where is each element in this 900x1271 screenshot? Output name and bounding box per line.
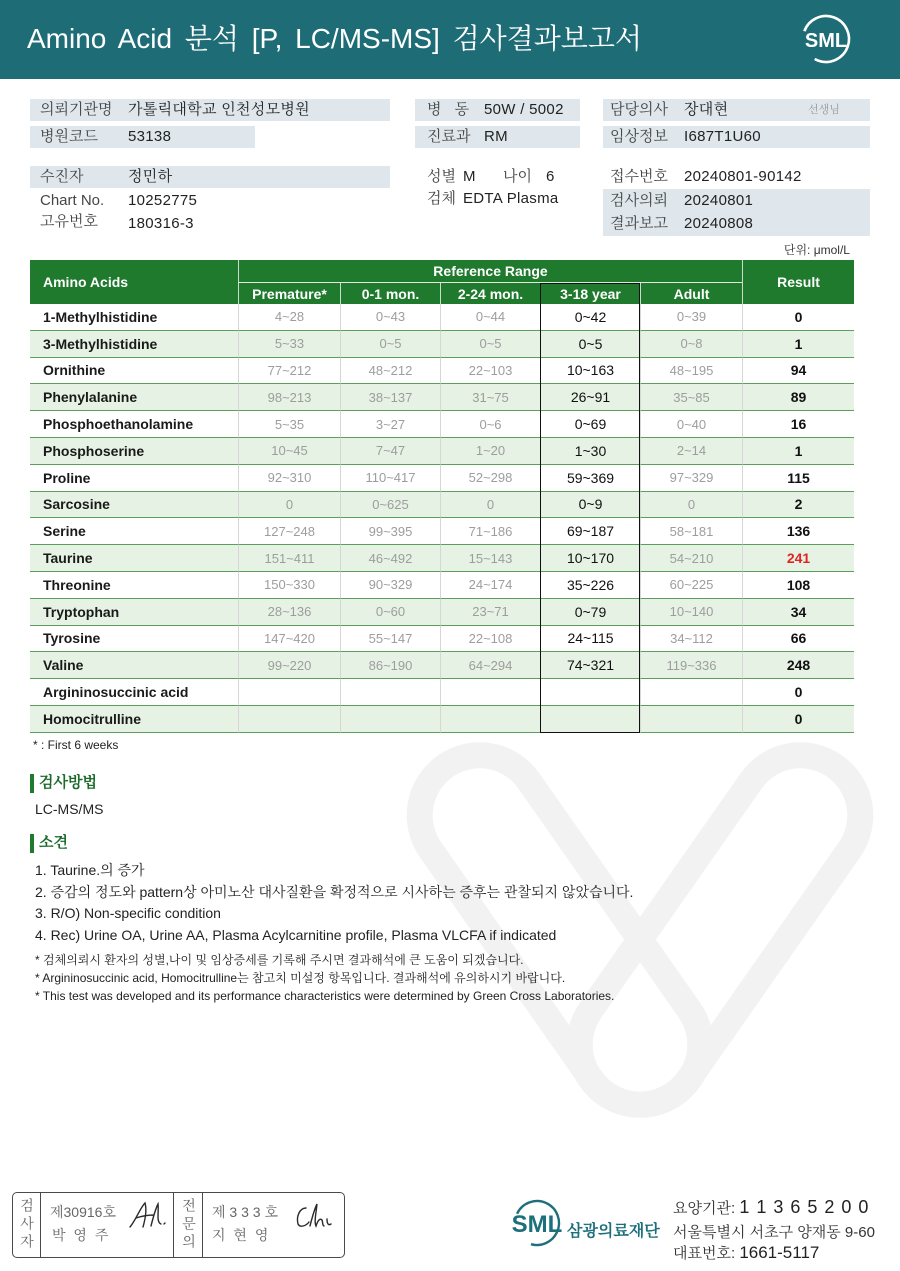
- age-value: 6: [546, 168, 555, 185]
- table-footnote: * : First 6 weeks: [33, 738, 119, 752]
- reference-range-value: 64~294: [440, 652, 540, 679]
- reference-range-value: 77~212: [238, 358, 340, 385]
- amino-acid-name: 3-Methylhistidine: [30, 331, 238, 358]
- notes-list: [35, 951, 614, 1005]
- clinical-info-value: I687T1U60: [684, 128, 761, 145]
- reference-range-value: 48~212: [340, 358, 440, 385]
- amino-acid-name: Phenylalanine: [30, 384, 238, 411]
- amino-acid-name: Tryptophan: [30, 599, 238, 626]
- reference-range-value: 1~30: [540, 438, 640, 465]
- col-header-reference-range: Reference Range: [238, 260, 742, 283]
- address: 서울특별시 서초구 양재동 9-60: [673, 1224, 875, 1241]
- reference-range-value: 35~85: [640, 384, 742, 411]
- result-value: 66: [742, 626, 854, 653]
- reference-range-value: [340, 706, 440, 733]
- reference-range-value: 4~28: [238, 304, 340, 331]
- reference-range-value: 59~369: [540, 465, 640, 492]
- ref-col-header-3-18-year: 3-18 year: [540, 283, 640, 304]
- reference-range-value: 22~108: [440, 626, 540, 653]
- amino-acid-name: Threonine: [30, 572, 238, 599]
- reference-range-value: 0~8: [640, 331, 742, 358]
- doctor-value: 장대현: [684, 101, 729, 118]
- result-value: 136: [742, 518, 854, 545]
- ref-col-header-2-24-mon: 2-24 mon.: [440, 283, 540, 304]
- note-item: * 검체의뢰시 환자의 성별,나이 및 임상증세를 기록해 주시면 결과해석에 큰 도움이 되겠습니다.: [35, 953, 524, 967]
- reference-range-value: 0~43: [340, 304, 440, 331]
- reference-range-value: 54~210: [640, 545, 742, 572]
- result-value: 0: [742, 304, 854, 331]
- inspector-name: 박 영 주: [52, 1227, 109, 1243]
- reference-range-value: [340, 679, 440, 706]
- patient-label: 수진자: [40, 168, 84, 185]
- reference-range-value: 147~420: [238, 626, 340, 653]
- institution-label: 의뢰기관명: [40, 101, 113, 118]
- result-value: 248: [742, 652, 854, 679]
- reference-range-value: 0~79: [540, 599, 640, 626]
- phone-number: 1661-5117: [739, 1243, 820, 1262]
- reference-range-value: 110~417: [340, 465, 440, 492]
- finding-item: 2. 증감의 정도와 pattern상 아미노산 대사질환을 확정적으로 시사하는 증후는 관찰되지 않았습니다.: [35, 883, 634, 900]
- provider-line: [673, 1197, 869, 1218]
- department-value: RM: [484, 128, 508, 145]
- reference-range-value: 24~115: [540, 626, 640, 653]
- reference-range-value: 31~75: [440, 384, 540, 411]
- finding-item: 3. R/O) Non-specific condition: [35, 905, 221, 921]
- patient-value: 정민하: [128, 168, 173, 185]
- receipt-value: 20240801-90142: [684, 168, 802, 185]
- reference-range-value: 71~186: [440, 518, 540, 545]
- result-value: 108: [742, 572, 854, 599]
- reference-range-value: 0~44: [440, 304, 540, 331]
- result-row: [30, 465, 854, 492]
- sex-label: 성별: [427, 168, 456, 185]
- result-value: 89: [742, 384, 854, 411]
- specialist-name: 지 현 영: [212, 1227, 269, 1243]
- reference-range-value: [540, 706, 640, 733]
- reference-range-value: 0~625: [340, 492, 440, 519]
- signature-divider: [202, 1192, 203, 1258]
- method-heading-bar: [30, 774, 34, 793]
- phone-line: [673, 1242, 819, 1263]
- reference-range-value: 0: [640, 492, 742, 519]
- report-date-value: 20240808: [684, 215, 754, 232]
- result-value: 94: [742, 358, 854, 385]
- footer-logo-text: SML: [511, 1211, 563, 1238]
- reference-range-value: 0~5: [440, 331, 540, 358]
- reference-range-value: 10~170: [540, 545, 640, 572]
- report-date-label: 결과보고: [610, 215, 668, 232]
- reference-range-value: 0: [238, 492, 340, 519]
- findings-heading-bar: [30, 834, 34, 853]
- reference-range-value: 119~336: [640, 652, 742, 679]
- reference-range-value: 99~220: [238, 652, 340, 679]
- amino-acid-name: Valine: [30, 652, 238, 679]
- ref-col-header-adult: Adult: [640, 283, 742, 304]
- amino-acid-name: Phosphoethanolamine: [30, 411, 238, 438]
- result-row: [30, 304, 854, 331]
- reference-range-value: 60~225: [640, 572, 742, 599]
- reference-range-value: 28~136: [238, 599, 340, 626]
- reference-range-value: 0~42: [540, 304, 640, 331]
- organization-name: 삼광의료재단: [567, 1223, 660, 1240]
- result-value: 2: [742, 492, 854, 519]
- method-heading: 검사방법: [39, 774, 97, 791]
- reference-range-value: 90~329: [340, 572, 440, 599]
- result-value: 16: [742, 411, 854, 438]
- specimen-label: 검체: [427, 190, 456, 207]
- reference-range-value: 0~5: [540, 331, 640, 358]
- reference-range-value: 150~330: [238, 572, 340, 599]
- result-value: 34: [742, 599, 854, 626]
- reference-range-value: 23~71: [440, 599, 540, 626]
- result-row: [30, 358, 854, 385]
- reference-range-value: 58~181: [640, 518, 742, 545]
- reference-range-value: 0~60: [340, 599, 440, 626]
- findings-heading: 소견: [39, 834, 68, 851]
- reference-range-value: 55~147: [340, 626, 440, 653]
- ref-col-header-premature: Premature*: [238, 283, 340, 304]
- sml-logo-icon: [795, 11, 857, 67]
- amino-acid-name: Proline: [30, 465, 238, 492]
- amino-acid-name: Serine: [30, 518, 238, 545]
- reference-range-value: 74~321: [540, 652, 640, 679]
- signature-divider: [40, 1192, 41, 1258]
- institution-value: 가톨릭대학교 인천성모병원: [128, 101, 310, 118]
- reference-range-value: 97~329: [640, 465, 742, 492]
- result-row: [30, 331, 854, 358]
- reference-range-value: 86~190: [340, 652, 440, 679]
- specimen-value: EDTA Plasma: [463, 190, 559, 207]
- amino-acid-name: Taurine: [30, 545, 238, 572]
- reference-range-value: [640, 679, 742, 706]
- ref-col-header-0-1-mon: 0-1 mon.: [340, 283, 440, 304]
- reference-range-value: 22~103: [440, 358, 540, 385]
- hospital-code-label: 병원코드: [40, 128, 98, 145]
- specialist-label: 전문의: [181, 1198, 197, 1252]
- request-date-value: 20240801: [684, 192, 754, 209]
- reference-range-value: 151~411: [238, 545, 340, 572]
- result-value: 115: [742, 465, 854, 492]
- reference-range-value: 0~40: [640, 411, 742, 438]
- reference-range-value: 2~14: [640, 438, 742, 465]
- reference-range-value: [238, 706, 340, 733]
- ward-label: 병 동: [427, 101, 470, 118]
- note-item: * Argininosuccinic acid, Homocitrulline는 참고치 미설정 항목입니다. 결과해석에 유의하시기 바랍니다.: [35, 971, 566, 985]
- result-row: [30, 384, 854, 411]
- specialist-signature-icon: [292, 1199, 334, 1233]
- result-row: [30, 626, 854, 653]
- inspector-license-no: 제30916호: [50, 1204, 116, 1220]
- result-row: [30, 679, 854, 706]
- results-table-head: [30, 260, 854, 304]
- reference-range-value: [238, 679, 340, 706]
- chart-no-value: 10252775: [128, 192, 198, 209]
- result-row: [30, 545, 854, 572]
- specialist-license-no: 제 3 3 3 호: [212, 1204, 278, 1220]
- phone-label: 대표번호:: [673, 1245, 736, 1262]
- finding-item: 1. Taurine.의 증가: [35, 862, 145, 878]
- reference-range-value: 99~395: [340, 518, 440, 545]
- reference-range-value: 38~137: [340, 384, 440, 411]
- amino-acid-name: 1-Methylhistidine: [30, 304, 238, 331]
- amino-acid-name: Sarcosine: [30, 492, 238, 519]
- provider-number: 1 1 3 6 5 2 0 0: [739, 1197, 870, 1217]
- receipt-label: 접수번호: [610, 168, 668, 185]
- result-row: [30, 518, 854, 545]
- reference-range-value: 1~20: [440, 438, 540, 465]
- doctor-suffix: 선생님: [808, 104, 840, 116]
- header-row: [30, 260, 854, 283]
- reference-range-value: 0~69: [540, 411, 640, 438]
- amino-acid-name: Argininosuccinic acid: [30, 679, 238, 706]
- chart-no-label: Chart No.: [40, 192, 105, 209]
- provider-label: 요양기관:: [673, 1200, 736, 1217]
- result-row: [30, 438, 854, 465]
- ward-value: 50W / 5002: [484, 101, 564, 118]
- clinical-info-label: 임상정보: [610, 128, 668, 145]
- reference-range-value: 92~310: [238, 465, 340, 492]
- reference-range-value: [440, 679, 540, 706]
- reference-range-value: 52~298: [440, 465, 540, 492]
- reference-range-value: 10~163: [540, 358, 640, 385]
- finding-item: 4. Rec) Urine OA, Urine AA, Plasma Acylcarnitine profile, Plasma VLCFA if indicated: [35, 926, 557, 943]
- reference-range-value: [540, 679, 640, 706]
- report-header: [0, 0, 900, 79]
- findings-list: [35, 860, 633, 946]
- result-row: [30, 599, 854, 626]
- reference-range-value: 26~91: [540, 384, 640, 411]
- reference-range-value: 0~9: [540, 492, 640, 519]
- signature-divider: [173, 1192, 174, 1258]
- result-row: [30, 572, 854, 599]
- result-row: [30, 492, 854, 519]
- reference-range-value: 34~112: [640, 626, 742, 653]
- amino-acid-results-table: [30, 260, 854, 733]
- result-value: 1: [742, 438, 854, 465]
- header-logo-text: SML: [804, 30, 848, 52]
- inspector-label: 검사자: [19, 1198, 35, 1252]
- result-row: [30, 652, 854, 679]
- reference-range-value: 35~226: [540, 572, 640, 599]
- reference-range-value: 7~47: [340, 438, 440, 465]
- reference-range-value: 98~213: [238, 384, 340, 411]
- result-value: 1: [742, 331, 854, 358]
- reference-range-value: 5~35: [238, 411, 340, 438]
- reference-range-value: 24~174: [440, 572, 540, 599]
- reference-range-value: 0~6: [440, 411, 540, 438]
- reference-range-value: 0~5: [340, 331, 440, 358]
- unique-no-label: 고유번호: [40, 213, 98, 230]
- reference-range-value: 127~248: [238, 518, 340, 545]
- result-value: 241: [742, 545, 854, 572]
- sex-value: M: [463, 168, 476, 185]
- unique-no-value: 180316-3: [128, 215, 194, 232]
- result-value: 0: [742, 706, 854, 733]
- amino-acid-name: Ornithine: [30, 358, 238, 385]
- sml-footer-logo-icon: [507, 1197, 567, 1249]
- reference-range-value: 10~140: [640, 599, 742, 626]
- reference-range-value: 3~27: [340, 411, 440, 438]
- hospital-code-value: 53138: [128, 128, 172, 145]
- reference-range-value: 10~45: [238, 438, 340, 465]
- reference-range-value: 0: [440, 492, 540, 519]
- unit-label: 단위: μmol/L: [783, 243, 850, 257]
- result-row: [30, 706, 854, 733]
- report-title: Amino Acid 분석 [P, LC/MS-MS] 검사결과보고서: [27, 23, 642, 54]
- reference-range-value: 15~143: [440, 545, 540, 572]
- amino-acid-name: Homocitrulline: [30, 706, 238, 733]
- results-table-body: [30, 304, 854, 733]
- doctor-label: 담당의사: [610, 101, 668, 118]
- patient-field-bg: [30, 166, 390, 188]
- note-item: * This test was developed and its performance characteristics were determined by Green Cross Laboratories.: [35, 989, 615, 1003]
- result-value: 0: [742, 679, 854, 706]
- reference-range-value: 48~195: [640, 358, 742, 385]
- department-label: 진료과: [427, 128, 471, 145]
- reference-range-value: [640, 706, 742, 733]
- col-header-amino-acids: Amino Acids: [30, 260, 238, 304]
- request-date-label: 검사의뢰: [610, 192, 668, 209]
- col-header-result: Result: [742, 260, 854, 304]
- inspector-signature-icon: [126, 1199, 170, 1233]
- reference-range-value: 5~33: [238, 331, 340, 358]
- reference-range-value: 69~187: [540, 518, 640, 545]
- age-label: 나이: [503, 168, 532, 185]
- result-row: [30, 411, 854, 438]
- amino-acid-name: Tyrosine: [30, 626, 238, 653]
- method-text: LC-MS/MS: [35, 801, 104, 817]
- amino-acid-name: Phosphoserine: [30, 438, 238, 465]
- reference-range-value: 0~39: [640, 304, 742, 331]
- reference-range-value: 46~492: [340, 545, 440, 572]
- reference-range-value: [440, 706, 540, 733]
